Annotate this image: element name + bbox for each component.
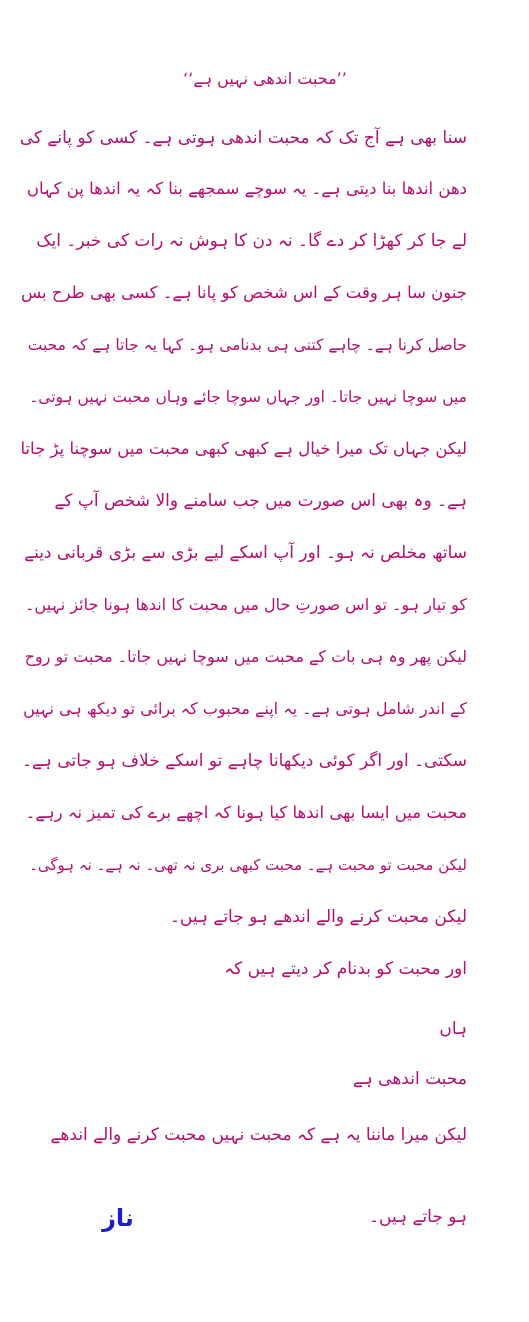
paragraph-line: کے اندر شامل ہوتی ہے۔ یہ اپنے محبوب کہ برائی تو دیکھ ہی نہیں	[23, 699, 467, 718]
paragraph-line: حاصل کرنا ہے۔ چاہے کتنی ہی بدنامی ہو۔ کہا یہ جاتا ہے کہ محبت	[27, 336, 467, 354]
closing-line: ہو جاتے ہیں۔	[369, 1207, 467, 1227]
article-title: ’’محبت اندھی نہیں ہے‘‘	[183, 69, 347, 88]
paragraph-line: دھن اندھا بنا دیتی ہے۔ یہ سوچے سمجھے بنا کہ یہ اندھا پن کہاں	[26, 179, 467, 198]
paragraph-line: کو تیار ہو۔ تو اس صورتِ حال میں محبت کا اندھا ہونا جائز نہیں۔	[25, 595, 467, 614]
paragraph-line: جنون سا ہر وقت کے اس شخص کو پانا ہے۔ کسی بھی طرح بس	[20, 283, 467, 302]
paragraph-line: لیکن محبت تو محبت ہے۔ محبت کبھی بری نہ تھی۔ نہ ہے۔ نہ ہوگی۔	[29, 856, 467, 874]
closing-line: محبت اندھی ہے	[352, 1069, 467, 1089]
paragraph-line: اور محبت کو بدنام کر دیتے ہیں کہ	[224, 959, 467, 979]
closing-line: لیکن میرا ماننا یہ ہے کہ محبت نہیں محبت کرنے والے اندھے	[50, 1125, 467, 1145]
paragraph-line: سنا بھی ہے آج تک کہ محبت اندھی ہوتی ہے۔ کسی کو پانے کی	[19, 128, 467, 148]
paragraph-line: سکتی۔ اور اگر کوئی دیکھانا چاہے تو اسکے خلاف ہو جاتی ہے۔	[22, 751, 467, 771]
author-signature: ناز	[102, 1204, 134, 1232]
closing-line: ہاں	[439, 1019, 467, 1039]
paragraph-line: ہے۔ وہ بھی اس صورت میں جب سامنے والا شخص آپ کے	[54, 491, 467, 511]
paragraph-line: میں سوچا نہیں جاتا۔ اور جہاں سوچا جائے وہاں محبت نہیں ہوتی۔	[29, 388, 467, 406]
paragraph-line: لیکن محبت کرنے والے اندھے ہو جاتے ہیں۔	[169, 907, 467, 927]
paragraph-line: لیکن پھر وہ ہی بات کے محبت میں سوچا نہیں جاتا۔ محبت تو روح	[24, 647, 467, 666]
paragraph-line: محبت میں ایسا بھی اندھا کیا ہونا کہ اچھے برے کی تمیز نہ رہے۔	[25, 803, 467, 822]
paragraph-line: لیکن جہاں تک میرا خیال ہے کبھی کبھی محبت میں سوچنا پڑ جاتا	[20, 439, 467, 458]
paragraph-line: ساتھ مخلص نہ ہو۔ اور آپ اسکے لیے بڑی سے بڑی قربانی دینے	[24, 543, 467, 563]
paragraph-line: لے جا کر کھڑا کر دے گا۔ نہ دن کا ہوش نہ رات کی خبر۔ ایک	[36, 231, 467, 251]
